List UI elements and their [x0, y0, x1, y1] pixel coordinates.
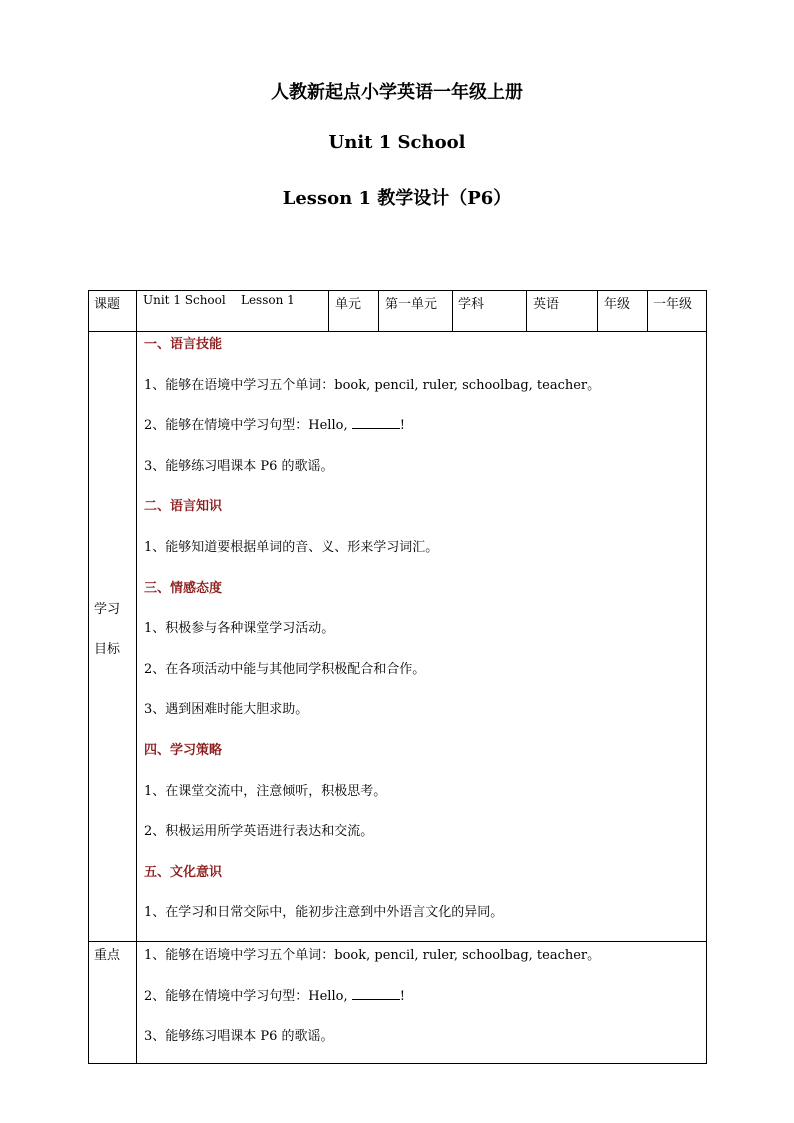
objectives-item	[144, 698, 308, 717]
objectives-item	[144, 901, 503, 920]
topic-value: Unit 1 School Lesson 1	[143, 293, 295, 307]
objectives-item	[144, 374, 600, 393]
key-points-item	[144, 1025, 334, 1044]
line-text: 1、在课堂交流中，注意倾听，积极思考。	[144, 783, 387, 799]
subject-label: 学科	[458, 297, 485, 312]
unit-label: 单元	[335, 297, 362, 312]
line-text: 1、能够在语境中学习五个单词：book, pencil, ruler, schoolbag, teacher。	[144, 948, 601, 963]
key-points-label: 重点	[94, 948, 121, 963]
line-text: 二、语言知识	[144, 499, 223, 515]
line-text: 3、能够练习唱课本 P6 的歌谣。	[144, 1029, 334, 1044]
line-text: 1、积极参与各种课堂学习活动。	[144, 621, 335, 637]
line-end-punctuation: !	[399, 418, 405, 434]
objectives-item	[144, 414, 405, 433]
subject-value: 英语	[533, 297, 560, 312]
objectives-section-heading	[144, 495, 222, 514]
line-text: 五、文化意识	[144, 864, 223, 880]
line-text: 1、在学习和日常交际中，能初步注意到中外语言文化的异同。	[144, 905, 504, 921]
line-end-punctuation: !	[399, 988, 405, 1004]
objectives-label-line1: 学习	[94, 602, 121, 617]
objectives-item	[144, 455, 334, 474]
objectives-section-heading	[144, 861, 222, 880]
objectives-item	[144, 820, 373, 839]
line-text: 2、积极运用所学英语进行表达和交流。	[144, 824, 374, 840]
key-points-item	[144, 985, 405, 1004]
fill-in-blank	[352, 418, 400, 429]
line-text: 3、能够练习唱课本 P6 的歌谣。	[144, 458, 334, 474]
topic-label: 课题	[94, 297, 121, 312]
grade-label: 年级	[604, 297, 631, 312]
line-text: 3、遇到困难时能大胆求助。	[144, 702, 309, 718]
grade-value: 一年级	[653, 297, 693, 312]
objectives-item	[144, 536, 438, 555]
objectives-item	[144, 780, 386, 799]
line-text: 2、能够在情境中学习句型：Hello,	[144, 418, 352, 434]
objectives-section-heading	[144, 577, 222, 596]
line-text: 四、学习策略	[144, 743, 223, 758]
key-points-item	[144, 944, 600, 963]
unit-title: Unit 1 School	[328, 132, 466, 153]
line-text: 2、在各项活动中能与其他同学积极配合和合作。	[144, 661, 426, 677]
lesson-title: Lesson 1 教学设计（P6）	[282, 188, 512, 209]
objectives-label-line2: 目标	[94, 642, 121, 657]
line-text: 1、能够在语境中学习五个单词：book, pencil, ruler, schoolbag, teacher。	[144, 377, 601, 393]
objectives-item	[144, 658, 425, 677]
line-text: 1、能够知道要根据单词的音、义、形来学习词汇。	[144, 540, 439, 555]
objectives-item	[144, 617, 334, 636]
document-title: 人教新起点小学英语一年级上册	[271, 82, 523, 103]
line-text: 2、能够在情境中学习句型：Hello,	[144, 988, 352, 1004]
objectives-section-heading	[144, 333, 222, 352]
unit-value: 第一单元	[385, 297, 438, 312]
objectives-section-heading	[144, 739, 222, 758]
fill-in-blank	[352, 989, 400, 1000]
line-text: 三、情感态度	[144, 580, 223, 596]
line-text: 一、语言技能	[144, 337, 223, 352]
